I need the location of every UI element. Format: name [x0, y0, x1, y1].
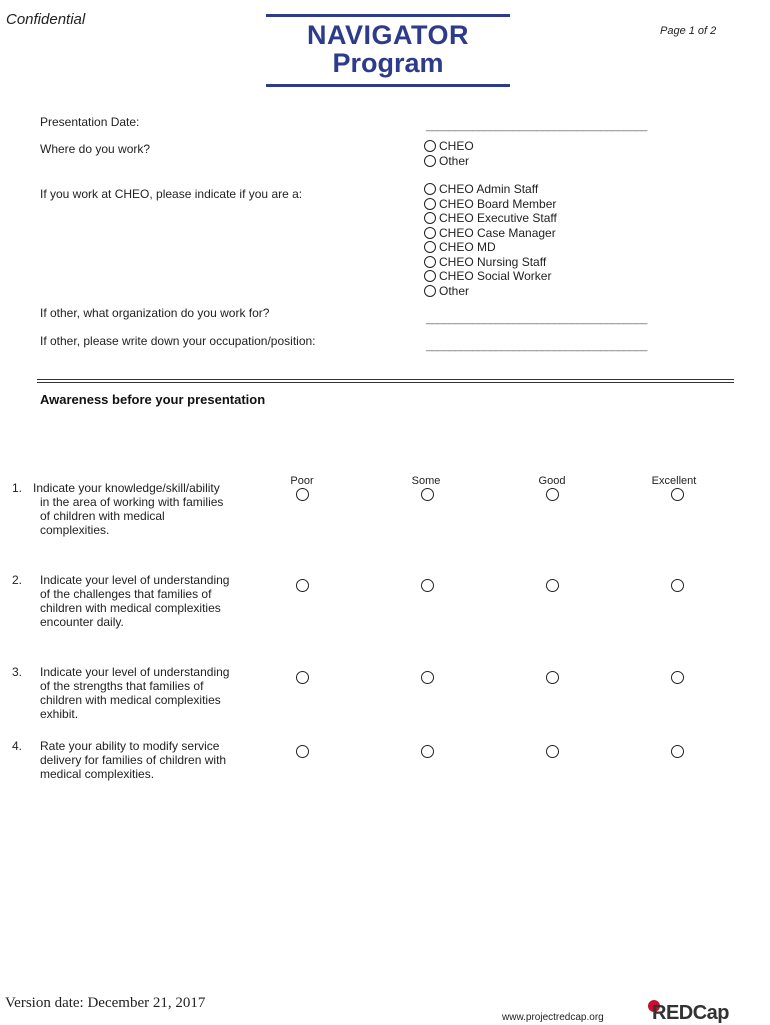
redcap-wordmark: REDCap [652, 1002, 730, 1024]
other-position-field[interactable]: ______________________________________ [426, 340, 648, 352]
radio-circle[interactable] [424, 198, 436, 210]
where-work-option-cheo[interactable]: CHEO [424, 139, 474, 154]
cheo-role-option[interactable]: CHEO MD [424, 240, 557, 255]
radio-circle[interactable] [424, 183, 436, 195]
section-divider [37, 379, 734, 380]
question-number: 1. [12, 481, 23, 495]
version-date: Version date: December 21, 2017 [5, 995, 206, 1011]
radio-circle[interactable] [424, 212, 436, 224]
question-number: 4. [12, 739, 23, 753]
rating-radio-some[interactable] [421, 671, 434, 684]
question-text: Rate your ability to modify service delivery for families of children with medical complexities. [40, 739, 227, 781]
scale-header-some: Some [411, 475, 441, 487]
cheo-role-option[interactable]: CHEO Board Member [424, 197, 557, 212]
redcap-url: www.projectredcap.org [502, 1012, 604, 1023]
other-org-label: If other, what organization do you work for? [40, 306, 270, 320]
where-work-options [424, 139, 474, 168]
radio-circle[interactable] [424, 270, 436, 282]
presentation-date-field[interactable]: ______________________________________ [426, 120, 648, 132]
rating-radio-good[interactable] [546, 579, 559, 592]
radio-circle[interactable] [424, 140, 436, 152]
rating-radio-poor[interactable] [296, 745, 309, 758]
cheo-role-option[interactable]: CHEO Executive Staff [424, 211, 557, 226]
radio-circle[interactable] [424, 256, 436, 268]
page-indicator: Page 1 of 2 [660, 25, 717, 37]
rating-radio-excellent[interactable] [671, 579, 684, 592]
rating-radio-poor[interactable] [296, 671, 309, 684]
rating-radio-poor[interactable] [296, 488, 309, 501]
cheo-role-option[interactable]: CHEO Social Worker [424, 269, 557, 284]
rating-radio-good[interactable] [546, 671, 559, 684]
cheo-role-label: If you work at CHEO, please indicate if you are a: [40, 187, 303, 201]
scale-header-good: Good [538, 475, 566, 487]
logo-line2: Program [332, 48, 444, 78]
question-text: Indicate your level of understanding of the challenges that families of children with medical complexities encounter daily. [40, 573, 230, 629]
where-work-option-other[interactable]: Other [424, 154, 474, 169]
rating-radio-some[interactable] [421, 488, 434, 501]
radio-circle[interactable] [424, 155, 436, 167]
scale-header-poor: Poor [290, 475, 314, 487]
cheo-role-option[interactable]: Other [424, 284, 557, 299]
radio-circle[interactable] [424, 241, 436, 253]
rating-radio-poor[interactable] [296, 579, 309, 592]
logo-line1: NAVIGATOR [306, 20, 469, 50]
cheo-role-option[interactable]: CHEO Case Manager [424, 226, 557, 241]
confidential-label: Confidential [6, 11, 86, 28]
radio-circle[interactable] [424, 227, 436, 239]
question-number: 3. [12, 665, 23, 679]
rating-radio-excellent[interactable] [671, 745, 684, 758]
presentation-date-label: Presentation Date: [40, 115, 140, 129]
rating-radio-some[interactable] [421, 745, 434, 758]
where-work-label: Where do you work? [40, 142, 151, 156]
cheo-role-option[interactable]: CHEO Nursing Staff [424, 255, 557, 270]
rating-radio-excellent[interactable] [671, 488, 684, 501]
rating-radio-good[interactable] [546, 745, 559, 758]
rating-radio-excellent[interactable] [671, 671, 684, 684]
cheo-role-option[interactable]: CHEO Admin Staff [424, 182, 557, 197]
redcap-logo [648, 1000, 738, 1024]
question-text: Indicate your level of understanding of the strengths that families of children with medical complexities exhibit. [40, 665, 230, 721]
other-position-label: If other, please write down your occupation/position: [40, 334, 316, 348]
rating-radio-some[interactable] [421, 579, 434, 592]
question-number: 2. [12, 573, 23, 587]
question-text: Indicate your knowledge/skill/ability in the area of working with families of children with medical complexities. [33, 481, 224, 537]
navigator-program-logo [266, 12, 510, 94]
section-divider [37, 382, 734, 383]
scale-header-excellent: Excellent [651, 475, 697, 487]
other-org-field[interactable]: ______________________________________ [426, 313, 648, 325]
radio-circle[interactable] [424, 285, 436, 297]
section-title: Awareness before your presentation [40, 392, 266, 407]
cheo-role-options [424, 182, 557, 298]
rating-radio-good[interactable] [546, 488, 559, 501]
